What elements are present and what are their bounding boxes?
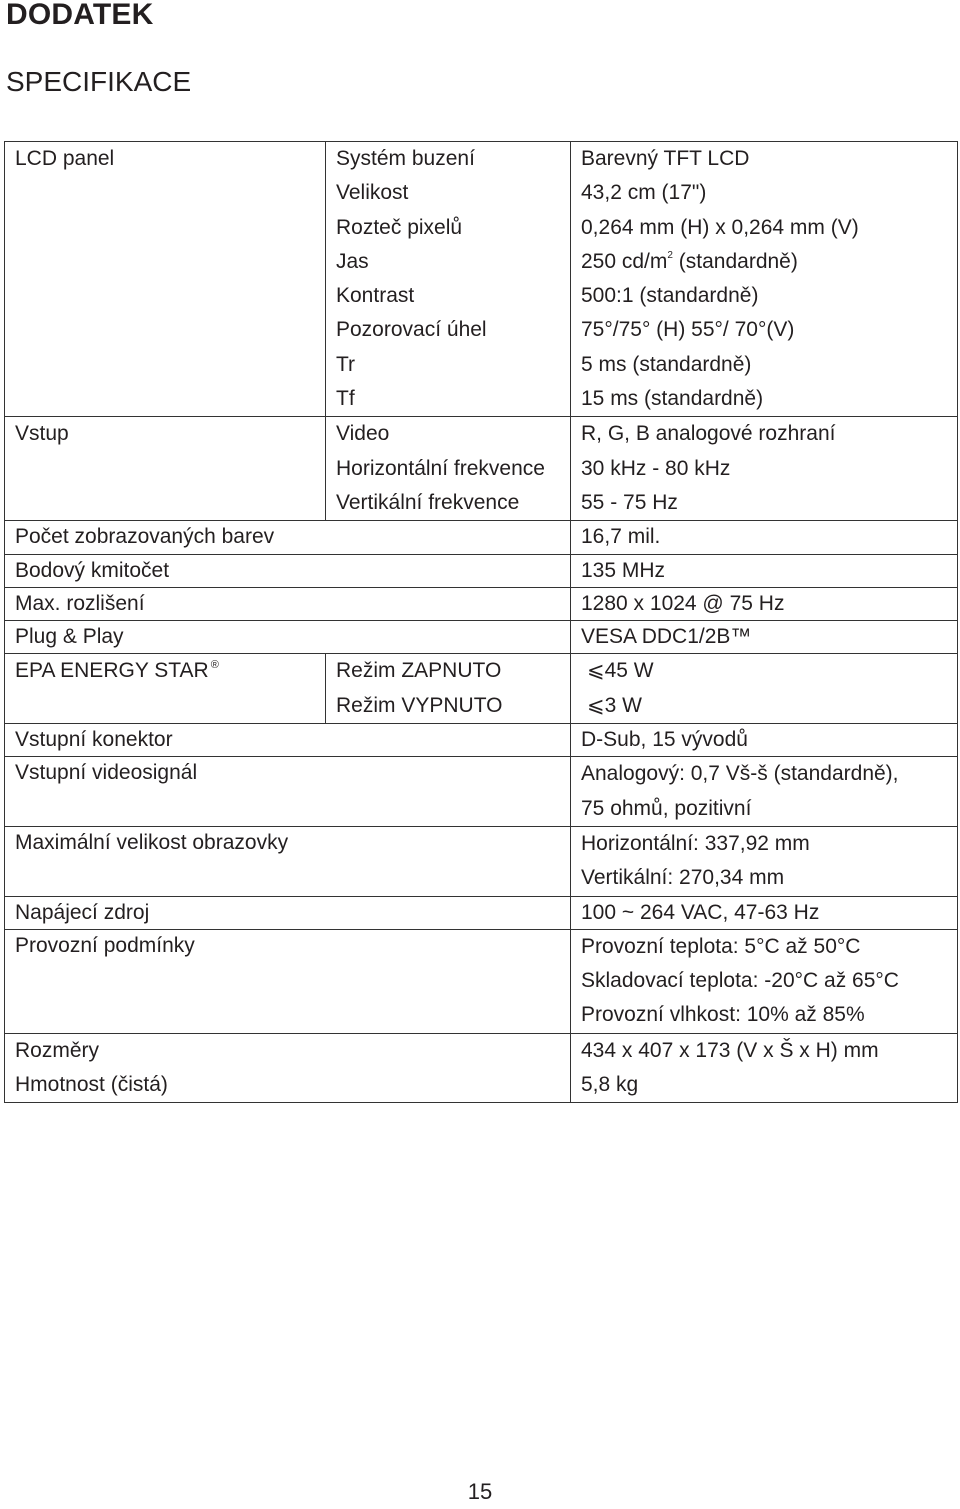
row-label: Počet zobrazovaných barev [5, 521, 571, 554]
input-value-list [571, 417, 958, 521]
param-label: Tf [336, 387, 355, 411]
param-label: Kontrast [336, 284, 415, 308]
row-label: Provozní podmínky [5, 929, 571, 1033]
param-value: ⩽45 W [587, 659, 654, 683]
table-row-energy-star [5, 654, 958, 724]
value-line: Vertikální: 270,34 mm [581, 866, 785, 890]
table-row [5, 757, 958, 827]
row-label: Vstupní konektor [5, 724, 571, 757]
row-label: Vstupní videosignál [5, 757, 571, 827]
row-value: 100 ~ 264 VAC, 47-63 Hz [571, 896, 958, 929]
row-label: Max. rozlišení [5, 587, 571, 620]
page-title: DODATEK [6, 0, 154, 31]
row-value [571, 826, 958, 896]
table-row [5, 1033, 958, 1103]
param-label: Horizontální frekvence [336, 456, 545, 480]
table-row [5, 554, 958, 587]
row-value [571, 929, 958, 1033]
param-value: 0,264 mm (H) x 0,264 mm (V) [581, 215, 859, 239]
table-row [5, 587, 958, 620]
row-value: VESA DDC1/2B™ [571, 621, 958, 654]
lcd-param-list [326, 142, 571, 417]
value-line: Skladovací teplota: -20°C až 65°C [581, 969, 899, 993]
param-label: Vertikální frekvence [336, 490, 520, 514]
registered-mark: ® [210, 659, 219, 672]
table-row [5, 826, 958, 896]
row-value: 16,7 mil. [571, 521, 958, 554]
input-param-list [326, 417, 571, 521]
param-value: 250 $cd/m^2$ (standardně) [581, 249, 798, 273]
table-row [5, 929, 958, 1033]
param-value: 30 kHz - 80 kHz [581, 456, 731, 480]
param-value: 500:1 (standardně) [581, 284, 759, 308]
row-value: 1280 x 1024 @ 75 Hz [571, 587, 958, 620]
value-line: Analogový: 0,7 Vš-š (standardně), [581, 762, 899, 786]
param-label: Rozteč pixelů [336, 215, 463, 239]
row-label: Bodový kmitočet [5, 554, 571, 587]
table-row [5, 621, 958, 654]
param-label: Tr [336, 352, 356, 376]
table-row [5, 521, 958, 554]
table-row-input [5, 417, 958, 521]
value-line: 434 x 407 x 173 (V x Š x H) mm [581, 1038, 879, 1062]
table-row-lcd-panel [5, 142, 958, 417]
row-value [571, 1033, 958, 1103]
row-label: LCD panel [5, 142, 326, 417]
lcd-value-list [571, 142, 958, 417]
row-label: Vstup [5, 417, 326, 521]
row-label: Plug & Play [5, 621, 571, 654]
energy-value-list [571, 654, 958, 724]
row-value [571, 757, 958, 827]
param-value: 75°/75° (H) 55°/ 70°(V) [581, 318, 795, 342]
value-line: Provozní vlhkost: 10% až 85% [581, 1003, 865, 1027]
param-label: Video [336, 422, 390, 446]
row-value: D-Sub, 15 vývodů [571, 724, 958, 757]
param-value: 55 - 75 Hz [581, 490, 678, 514]
param-label: Pozorovací úhel [336, 318, 487, 342]
table-row [5, 896, 958, 929]
row-value: 135 MHz [571, 554, 958, 587]
param-label: Systém buzení [336, 147, 475, 170]
param-value: 5 ms (standardně) [581, 352, 752, 376]
param-label: Režim ZAPNUTO [336, 659, 502, 683]
param-value: 43,2 cm (17") [581, 181, 707, 205]
value-line: Horizontální: 337,92 mm [581, 831, 810, 855]
section-title: SPECIFIKACE [6, 66, 192, 97]
label-line: Hmotnost (čistá) [15, 1073, 168, 1097]
param-label: Jas [336, 249, 369, 273]
value-line: Provozní teplota: 5°C až 50°C [581, 934, 861, 958]
param-label: Režim VYPNUTO [336, 693, 503, 717]
row-label: EPA ENERGY STAR ® [5, 654, 326, 724]
value-line: 5,8 kg [581, 1073, 639, 1097]
specification-table [4, 141, 958, 1103]
value-line: 75 ohmů, pozitivní [581, 796, 752, 820]
param-value: Barevný TFT LCD [581, 147, 750, 170]
page-number: 15 [467, 1479, 493, 1504]
energy-param-list [326, 654, 571, 724]
row-label: Napájecí zdroj [5, 896, 571, 929]
param-value: R, G, B analogové rozhraní [581, 422, 836, 446]
param-value: ⩽3 W [587, 693, 642, 717]
row-label [5, 1033, 571, 1103]
param-value: 15 ms (standardně) [581, 387, 764, 411]
table-row [5, 724, 958, 757]
param-label: Velikost [336, 181, 409, 205]
row-label: Maximální velikost obrazovky [5, 826, 571, 896]
label-line: Rozměry [15, 1038, 100, 1062]
